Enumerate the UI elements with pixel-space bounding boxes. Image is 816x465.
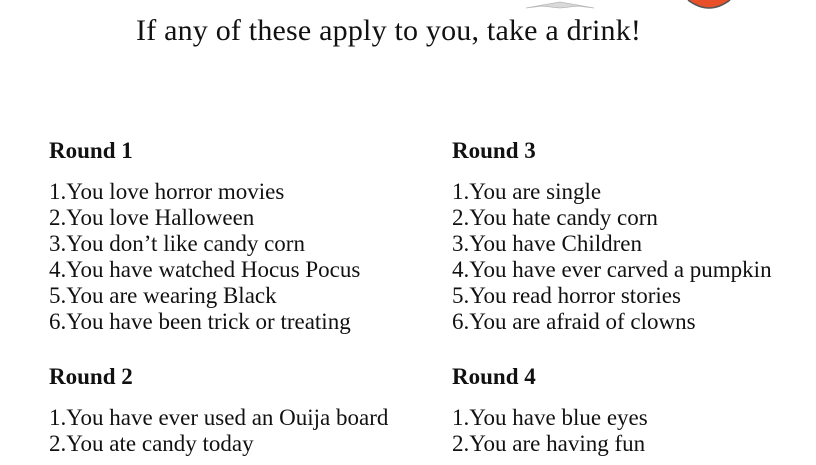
round-3-section	[452, 138, 812, 335]
round-3-title: Round 3	[452, 138, 536, 163]
list-item: 3.You don’t like candy corn	[49, 231, 305, 256]
list-item: 1.You are single	[452, 179, 602, 204]
list-item: 6.You are afraid of clowns	[452, 309, 696, 334]
round-4-list	[452, 405, 812, 457]
list-item: 5.You are wearing Black	[49, 283, 277, 308]
list-item: 5.You read horror stories	[452, 283, 681, 308]
round-3-list	[452, 179, 812, 335]
list-item: 6.You have been trick or treating	[49, 309, 351, 334]
round-2-section	[49, 364, 409, 457]
list-item: 1.You have blue eyes	[452, 405, 648, 430]
list-item: 4.You have watched Hocus Pocus	[49, 257, 361, 282]
list-item: 2.You ate candy today	[49, 431, 254, 456]
round-1-section	[49, 138, 409, 335]
list-item: 2.You are having fun	[452, 431, 646, 456]
round-2-title: Round 2	[49, 364, 133, 389]
list-item: 1.You have ever used an Ouija board	[49, 405, 389, 430]
round-4-section	[452, 364, 812, 457]
list-item: 1.You love horror movies	[49, 179, 285, 204]
round-4-title: Round 4	[452, 364, 536, 389]
round-1-title: Round 1	[49, 138, 133, 163]
pumpkin-icon	[684, 0, 734, 10]
list-item: 3.You have Children	[452, 231, 642, 256]
list-item: 2.You hate candy corn	[452, 205, 658, 230]
list-item: 4.You have ever carved a pumpkin	[452, 257, 772, 282]
list-item: 2.You love Halloween	[49, 205, 255, 230]
round-1-list	[49, 179, 409, 335]
page-heading: If any of these apply to you, take a drink!	[136, 14, 642, 47]
round-2-list	[49, 405, 409, 457]
bat-wing-icon	[520, 0, 600, 10]
